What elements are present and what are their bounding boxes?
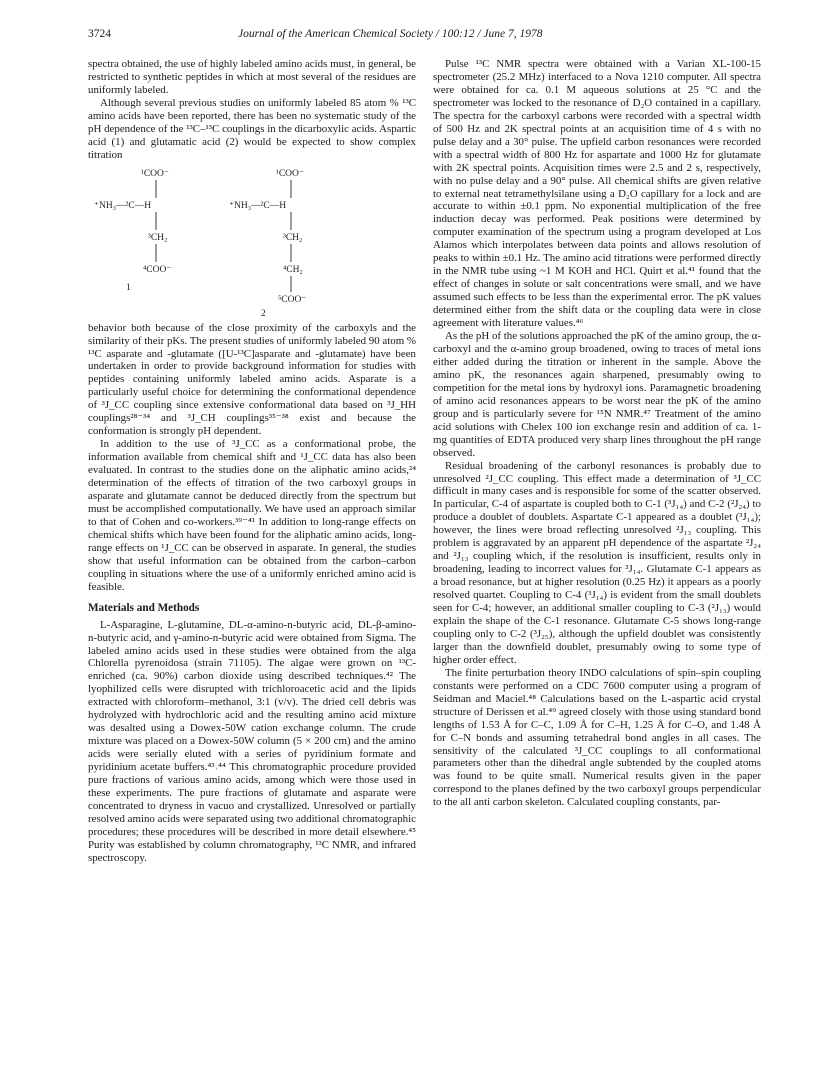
section-heading: Materials and Methods (88, 601, 200, 614)
structure-2-label: 2 (261, 308, 266, 318)
journal-citation: Journal of the American Chemical Society / 100:12 / June 7, 1978 (238, 28, 543, 40)
structure-1-alpha-carbon: ⁺NH₃—²C—H (94, 200, 152, 211)
structure-2-methylene-4: ⁴CH₂ (283, 264, 303, 275)
paragraph: Although several previous studies on uniformly labeled 85 atom % ¹³C amino acids have been reported, there has been no systematic study of the pH dependence of the ¹³C–¹³C couplings in the dicarboxylic acids. Aspartic acid (1) and glutamatic acid (2) would be expected to show complex titration (88, 96, 416, 161)
structure-1-methylene: ³CH₂ (148, 232, 168, 243)
paragraph: spectra obtained, the use of highly labeled amino acids must, in general, be restricted to synthetic peptides in which at most several of the residues are uniformly labeled. (88, 58, 416, 96)
structure-2-carboxyl-top: ¹COO⁻ (276, 168, 304, 179)
paragraph: L-Asparagine, L-glutamine, DL-α-amino-n-butyric acid, DL-β-amino-n-butyric acid, and γ-amino-n-butyric acid were obtained from Sigma. The labeled amino acids used in these studies were obtained from the alga Chlorella pyrenoidosa (strain 71105). The algae were grown on ¹³C-enriched (ca. 90%) carbon dioxide using described techniques.⁴² The lyophilized cells were disrupted with trichloroacetic acid and the lipids extracted with chloroform–methanol, 3:1 (v/v). The dried cell debris was hydrolyzed with hydrochloric acid and the resulting amino acid mixture was desalted using a Dowex-50W cation exchange column. The crude mixture was placed on a Dowex-50W column (5 × 200 cm) and the amino acids were serially eluted with a series of pyridinium formate and pyridinium acetate buffers.⁴³˒⁴⁴ This chromatographic procedure provided pure fractions of various amino acids, among which were those used in these experiments. The pure fractions of glutamate and asparate were concentrated to dryness in vacuo and crystallized. Unresolved or partially resolved amino acids were separated using two additional chromatographic procedures; these procedures will be described in more detail elsewhere.⁴⁵ Purity was established by column chromatography, ¹³C NMR, and infrared spectroscopy. (88, 618, 416, 864)
paragraph: In addition to the use of ³J_CC as a conformational probe, the information available from chemical shift and ¹J_CC data has also been evaluated. In contrast to the studies done on the aliphatic amino acids,²⁴ determination of the effects of titration of the two carboxyl groups in asparate and glutamate cannot be deduced directly from the spectrum but must be accomplished computationally. We have used an approach similar to that of Cohen and co-workers.³⁹⁻⁴¹ In addition to long-range effects on chemical shifts which have been found for the aliphatic amino acids, long-range effects on ¹J_CC can be observed in asparate. In general, the studies show that useful information can be obtained from the carbon–carbon coupling in situations where the use of a uniformly enriched amino acid is feasible. (88, 438, 416, 593)
paragraph: behavior both because of the close proximity of the carboxyls and the similarity of their pKs. The present studies of uniformly labeled 90 atom % ¹³C asparate and -glutamate ([U-¹³C]asparate and -glutamate) have been undertaken in order to provide background information for studies with peptides containing uniformly labeled amino acids. Asparate is a particularly useful choice for determining the conformational dependence of ³J_CC coupling since extensive conformational data based on ³J_HH couplings²⁸⁻³⁴ and ³J_CH couplings³⁵⁻³⁸ exist and because the conformation is strongly pH dependent. (88, 321, 416, 438)
paragraph: Residual broadening of the carbonyl resonances is probably due to unresolved ²J_CC coupling. This effect made a determination of ³J_CC difficult in many cases and is responsible for some of the scatter observed. In particular, C-4 of aspartate is coupled both to C-1 (³J₁₄) and C-2 (²J₂₄) to produce a doublet of doublets. Aspartate C-1 appeared as a doublet (³J₁₄); however, the lines were broad reflecting unresolved ²J₁₃ coupling. This problem is aggravated by an apparent pH dependence of the aspartate ²J₂₄ and ²J₁₃ coupling which, if the resolution is insufficient, results only in broadening, leading to incorrect values for ³J₁₄. Glutamate C-1 appears as a broad resonance, but at higher resolution (0.25 Hz) it appears as a poorly resolved quartet. Coupling to C-4 (³J₁₄) is evident from the small doublets seen for C-4; however, an additional smaller coupling to C-3 (²J₁₃) would explain the shape of the C-1 resonance. Glutamate C-5 shows long-range coupling only to C-2 (³J₂₅), although the upfield doublet was consistently larger than the downfield doublet, presumably owing to some type of higher order effect. (433, 459, 761, 666)
structure-1-carboxyl-bottom: ⁴COO⁻ (143, 264, 172, 275)
structure-2-carboxyl-bottom: ⁵COO⁻ (278, 294, 307, 305)
paragraph: As the pH of the solutions approached the pK of the amino group, the α-carboxyl and the α-amino group broadened, owing to traces of metal ions either added during the titration or inherent in the sample. Above the amino pK, the resonances again sharpened, presumably owing to competition for the metal ions by hydroxyl ions. Paramagnetic broadening of amino acid resonances appears to be worst near the pK of the amino group and is particularly severe for ¹⁵N NMR.⁴⁷ Treatment of the amino acid solutions with Chelex 100 ion exchange resin and addition of ca. 1-mg quantities of EDTA produced very sharp lines throughout the pH range observed. (433, 330, 761, 459)
structure-2-methylene-3: ³CH₂ (283, 232, 303, 243)
structure-1-carboxyl-top: ¹COO⁻ (141, 168, 169, 179)
right-column (433, 58, 761, 809)
page-number: 3724 (88, 28, 111, 40)
structure-1-label: 1 (126, 282, 131, 293)
structure-figure (88, 166, 416, 318)
paragraph: The finite perturbation theory INDO calculations of spin–spin coupling constants were performed on a CDC 7600 computer using a program of Seidman and Maciel.⁴⁸ Calculations based on the L-aspartic acid crystal structure of Derissen et al.⁴⁹ agreed closely with those using standard bond lengths of 1.53 Å for C–C, 1.09 Å for C–H, 1.25 Å for C–O, and 1.48 Å for C–N bonds and assuming tetrahedral bond angles in all cases. The sensitivity of the calculated ³J_CC couplings to all conformational parameters other than the dihedral angle subtended by the coupled atoms was found to be quite small. Numerical results given in the paper correspond to the planes defined by the two carboxyl groups perpendicular to the all anti carbon skeleton. Calculated coupling constants, par- (433, 666, 761, 809)
left-column (88, 58, 416, 865)
structure-2-alpha-carbon: ⁺NH₃—²C—H (229, 200, 287, 211)
paragraph: Pulse ¹³C NMR spectra were obtained with a Varian XL-100-15 spectrometer (25.2 MHz) interfaced to a Nova 1210 computer. All spectra were obtained for ca. 0.1 M aqueous solutions at 25 °C and the spectrometer was locked to the resonance of D₂O contained in a capillary. The spectra for the carboxyl carbons were recorded with a spectral width of 500 Hz and 2K spectral points at an acquisition time of 4 s with no pulse delay and a 30° pulse. The upfield carbon resonances were recorded with a spectral width of 800 Hz for aspartate and 1000 Hz for glutamate with 2K spectral points. Acquisition times were 2.5 and 2 s, respectively, with no pulse delay and a 90° pulse. All chemical shifts are given relative to external neat tetramethylsilane using a D₂O capillary for a lock and are accurate to within ±0.1 ppm. No exponential multiplication of the free induction decay was performed. Peak positions were determined by computer examination of the spectrum using a program developed at Los Alamos which interpolates between data points and allows resolution of peaks to within ±0.1 Hz. The amino acid titrations were performed directly in the NMR tube using ~1 M KOH and HCl. Quirt et al.⁴¹ found that the effect of changes in solute or salt concentrations were small, and we have assumed such effects to be less than the experimental error. The pK values determined either from the shift data or the coupling data were in close agreement with literature values.⁴⁶ (433, 58, 761, 330)
amino-acid-structures (88, 166, 416, 318)
page-header (88, 28, 768, 44)
